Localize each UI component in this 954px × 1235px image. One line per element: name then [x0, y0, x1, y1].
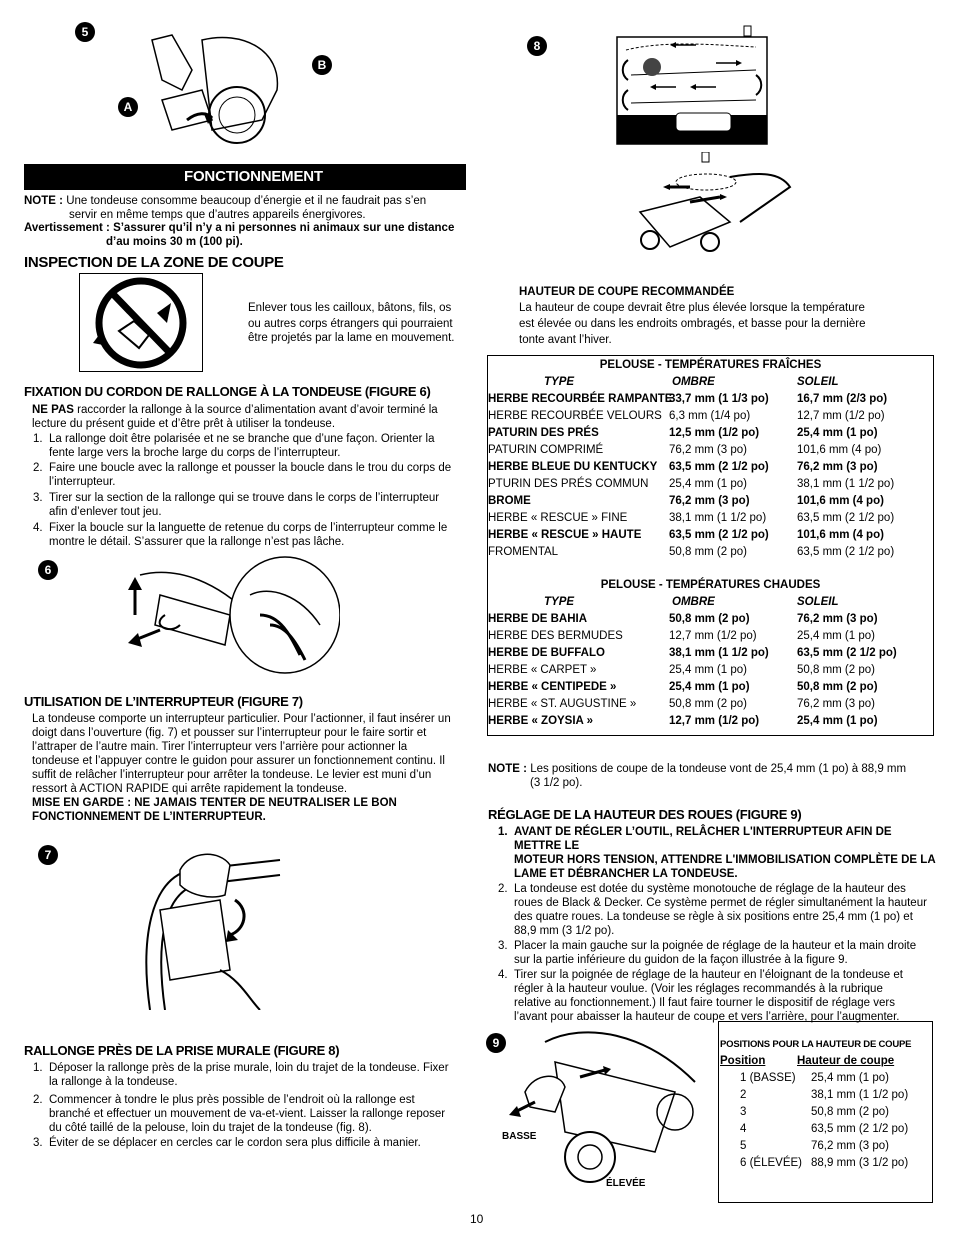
inspection-line-1: Enlever tous les cailloux, bâtons, fils, os	[248, 302, 452, 314]
table-cell-ombre: 6,3 mm (1/4 po)	[669, 410, 751, 422]
inspection-title: INSPECTION DE LA ZONE DE COUPE	[24, 254, 284, 271]
table-cell-ombre: 38,1 mm (1 1/2 po)	[669, 647, 769, 659]
utilisation-line: l’attraper de l’autre main. Tirer l’interrupteur vers l’arrière pour actionner la	[32, 741, 408, 753]
figure-5-label-a: A	[118, 97, 138, 117]
list-item: 1. AVANT DE RÉGLER L’OUTIL, RELÂCHER L'INTERRUPTEUR AFIN DE METTRE LE MOTEUR HORS TENSION, ATTENDRE L'IMMOBILISATION COMPLÈTE DE LA LAME ET DÉBRANCHER LA TONDEUSE.	[498, 826, 936, 880]
utilisation-text	[32, 712, 472, 824]
list-item: 2. Commencer à tondre le plus près possible de l’endroit où la rallonge est branché et effectuer un mouvement de va-et-vient. Laisser la rallonge reposer du côté taillé de la pelouse, loin du trajet de la tondeuse (fig. 8).	[33, 1094, 446, 1134]
table-cell-soleil: 76,2 mm (3 po)	[797, 613, 878, 625]
fixation-list	[27, 432, 472, 550]
positions-col-hauteur: Hauteur de coupe	[797, 1055, 895, 1067]
list-item: 3. Tirer sur la section de la rallonge qui se trouve dans le corps de l’interrupteur afin d’enlever tout jeu.	[33, 492, 440, 518]
table-cell-type: HERBE BLEUE DU KENTUCKY	[488, 461, 658, 473]
table-cell-soleil: 25,4 mm (1 po)	[797, 427, 878, 439]
note-text: Une tondeuse consomme beaucoup d’énergie et il ne faudrait pas s’en	[66, 195, 427, 207]
list-item: 1. Déposer la rallonge près de la prise murale, loin du trajet de la tondeuse. Fixer la rallonge à la tondeuse.	[33, 1062, 449, 1088]
list-item: 3. Placer la main gauche sur la poignée de réglage de la hauteur et la main droite sur la partie inférieure du guidon de la façon illustrée à la figure 9.	[498, 940, 917, 966]
table-cool-title: PELOUSE - TEMPÉRATURES FRAÎCHES	[599, 359, 822, 371]
table-cell-soleil: 25,4 mm (1 po)	[797, 715, 878, 727]
table-cell-type: HERBE « ST. AUGUSTINE »	[488, 698, 637, 710]
figure-8-badge: 8	[527, 36, 547, 56]
table-cell-type: HERBE « ZOYSIA »	[488, 715, 594, 727]
utilisation-warning-2: FONCTIONNEMENT DE L’INTERRUPTEUR.	[32, 811, 266, 823]
table-cell-ombre: 33,7 mm (1 1/3 po)	[669, 393, 769, 405]
table-cell-ombre: 63,5 mm (2 1/2 po)	[669, 461, 769, 473]
table-header-cell: OMBRE	[672, 376, 715, 388]
table-cell-type: HERBE « RESCUE » HAUTE	[488, 529, 642, 541]
table-header-cell: SOLEIL	[797, 376, 839, 388]
utilisation-line: La tondeuse comporte un interrupteur particulier. Pour l’actionner, il faut insérer un	[32, 713, 451, 725]
list-item: 4. Fixer la boucle sur la languette de retenue du corps de l’interrupteur comme le montre le détail. S’assurer que la rallonge n’est pas lâche.	[33, 522, 448, 548]
table-cell-type: BROME	[488, 495, 531, 507]
figure-9-label-elevee: ÉLEVÉE	[606, 1178, 646, 1189]
table-cell-ombre: 25,4 mm (1 po)	[669, 681, 750, 693]
table-cell-soleil: 50,8 mm (2 po)	[797, 681, 878, 693]
figure-9-badge: 9	[486, 1033, 506, 1053]
list-item: 3. Éviter de se déplacer en cercles car le cordon sera plus difficile à manier.	[33, 1137, 421, 1149]
hauteur-line: est élevée ou dans les endroits ombragés, et basse pour la dernière	[519, 318, 866, 330]
table-cell-ombre: 50,8 mm (2 po)	[669, 698, 747, 710]
table-cell-ombre: 38,1 mm (1 1/2 po)	[669, 512, 767, 524]
positions-cell-hauteur: 25,4 mm (1 po)	[811, 1072, 889, 1084]
table-cell-type: HERBE « RESCUE » FINE	[488, 512, 628, 524]
positions-cell-position: 4	[740, 1123, 747, 1135]
figure-6-illustration	[120, 555, 340, 675]
table-cell-soleil: 76,2 mm (3 po)	[797, 461, 878, 473]
positions-cell-hauteur: 63,5 mm (2 1/2 po)	[811, 1123, 909, 1135]
utilisation-warning: MISE EN GARDE : NE JAMAIS TENTER DE NEUTRALISER LE BON	[32, 797, 397, 809]
table-cell-soleil: 63,5 mm (2 1/2 po)	[797, 512, 895, 524]
positions-cell-position: 2	[740, 1089, 747, 1101]
positions-title: POSITIONS POUR LA HAUTEUR DE COUPE	[720, 1039, 912, 1050]
figure-5-label-b: B	[312, 55, 332, 75]
figure-8-diagram	[616, 25, 768, 145]
reglage-title: RÉGLAGE DE LA HAUTEUR DES ROUES (FIGURE 9)	[488, 807, 802, 822]
table-warm-title: PELOUSE - TEMPÉRATURES CHAUDES	[600, 579, 821, 591]
positions-cell-position: 1 (BASSE)	[740, 1072, 796, 1084]
utilisation-title: UTILISATION DE L’INTERRUPTEUR (FIGURE 7)	[24, 694, 303, 709]
table-cell-ombre: 50,8 mm (2 po)	[669, 546, 747, 558]
table-cell-ombre: 63,5 mm (2 1/2 po)	[669, 529, 769, 541]
table-cell-soleil: 101,6 mm (4 po)	[797, 529, 884, 541]
table-header-cell: TYPE	[544, 596, 575, 608]
fixation-intro-rest: raccorder la rallonge à la source d’alimentation avant d’avoir terminé la	[73, 404, 438, 416]
table-cell-soleil: 101,6 mm (4 po)	[797, 444, 882, 456]
table-cell-ombre: 50,8 mm (2 po)	[669, 613, 750, 625]
hauteur-line: tonte avant l’hiver.	[519, 334, 612, 346]
inspection-line-2: ou autres corps étrangers qui pourraient	[248, 318, 453, 330]
table-cell-soleil: 63,5 mm (2 1/2 po)	[797, 647, 897, 659]
list-item: 2. Faire une boucle avec la rallonge et pousser la boucle dans le trou du corps de l’interrupteur.	[33, 462, 452, 488]
table-header-cell: TYPE	[544, 376, 575, 388]
utilisation-line: suffit de relâcher l’interrupteur pour arrêter la tondeuse. Le levier est muni d’un	[32, 769, 432, 781]
table-cell-type: HERBE RECOURBÉE VELOURS	[488, 410, 662, 422]
warning-text: S’assurer qu’il n’y a ni personnes ni animaux sur une distance	[113, 222, 455, 234]
table-cell-type: PTURIN DES PRÉS COMMUN	[488, 478, 649, 490]
note-energy	[24, 194, 474, 222]
note2-text-2: (3 1/2 po).	[530, 777, 583, 789]
table-cell-soleil: 16,7 mm (2/3 po)	[797, 393, 888, 405]
positions-cell-position: 6 (ÉLEVÉE)	[740, 1157, 802, 1169]
table-cell-type: FROMENTAL	[488, 546, 559, 558]
positions-cell-hauteur: 88,9 mm (3 1/2 po)	[811, 1157, 909, 1169]
table-cell-ombre: 12,7 mm (1/2 po)	[669, 715, 760, 727]
list-item: 1. La rallonge doit être polarisée et ne se branche que d’une façon. Orienter la fente large vers la broche large du corps de l’interrupteur.	[33, 433, 435, 459]
fixation-intro-2: lecture du présent guide et d’être prêt à utiliser la tondeuse.	[32, 418, 336, 430]
figure-9-illustration	[505, 1022, 705, 1192]
table-cell-ombre: 76,2 mm (3 po)	[669, 444, 747, 456]
table-cell-soleil: 12,7 mm (1/2 po)	[797, 410, 885, 422]
note-label: NOTE :	[24, 195, 63, 207]
figure-7-illustration	[130, 840, 290, 1010]
warning-text-2: d’au moins 30 m (100 pi).	[106, 236, 243, 248]
note2-text: Les positions de coupe de la tondeuse vont de 25,4 mm (1 po) à 88,9 mm	[530, 763, 907, 775]
table-cell-soleil: 101,6 mm (4 po)	[797, 495, 884, 507]
utilisation-line: doigt dans l’ouverture (fig. 7) et pousser sur l’interrupteur pour le faire sortir et	[32, 727, 427, 739]
warning-label: Avertissement :	[24, 222, 110, 234]
table-header-cell: SOLEIL	[797, 596, 839, 608]
table-cell-ombre: 25,4 mm (1 po)	[669, 664, 747, 676]
table-cell-type: PATURIN COMPRIMÉ	[488, 444, 604, 456]
rallonge-title: RALLONGE PRÈS DE LA PRISE MURALE (FIGURE 8)	[24, 1043, 340, 1058]
table-cell-type: HERBE « CARPET »	[488, 664, 597, 676]
positions-col-position: Position	[720, 1055, 766, 1067]
positions-cell-position: 5	[740, 1140, 747, 1152]
rallonge-list	[27, 1061, 472, 1151]
table-header-cell: OMBRE	[672, 596, 715, 608]
table-cell-ombre: 12,7 mm (1/2 po)	[669, 630, 757, 642]
table-cell-ombre: 25,4 mm (1 po)	[669, 478, 747, 490]
figure-7-badge: 7	[38, 845, 58, 865]
inspection-text	[248, 301, 478, 345]
table-cell-soleil: 63,5 mm (2 1/2 po)	[797, 546, 895, 558]
figure-6-badge: 6	[38, 560, 58, 580]
no-debris-warning-image	[79, 273, 203, 372]
fixation-intro-bold: NE PAS	[32, 404, 74, 416]
table-cell-type: HERBE DE BAHIA	[488, 613, 588, 625]
fixation-title: FIXATION DU CORDON DE RALLONGE À LA TONDEUSE (FIGURE 6)	[24, 384, 431, 399]
positions-cell-hauteur: 50,8 mm (2 po)	[811, 1106, 889, 1118]
table-cell-type: HERBE « CENTIPEDE »	[488, 681, 617, 693]
fixation-intro	[32, 403, 472, 431]
table-cell-soleil: 76,2 mm (3 po)	[797, 698, 875, 710]
list-item: 2. La tondeuse est dotée du système monotouche de réglage de la hauteur des roues de Black & Decker. Ce système permet de régler simultanément la hauteur des quatre roues. La tondeuse se règle à six positions entre 25,4 mm (1 po) et 88,9 mm (3 1/2 po).	[498, 883, 927, 937]
utilisation-line: tondeuse et l’appuyer contre le guidon pour assurer un fonctionnement continu. Il	[32, 755, 445, 767]
inspection-line-3: être projetés par la lame en mouvement.	[248, 332, 455, 344]
warning-distance	[24, 221, 474, 249]
table-cell-soleil: 50,8 mm (2 po)	[797, 664, 875, 676]
table-cell-type: PATURIN DES PRÉS	[488, 427, 599, 439]
figure-5-illustration	[92, 30, 302, 148]
positions-cell-hauteur: 76,2 mm (3 po)	[811, 1140, 889, 1152]
hauteur-title: HAUTEUR DE COUPE RECOMMANDÉE	[519, 286, 735, 298]
note-positions	[488, 762, 938, 790]
positions-cell-position: 3	[740, 1106, 747, 1118]
table-cell-ombre: 12,5 mm (1/2 po)	[669, 427, 760, 439]
figure-8-mower-illustration	[630, 152, 795, 257]
table-cell-type: HERBE DES BERMUDES	[488, 630, 623, 642]
note2-label: NOTE :	[488, 763, 527, 775]
page-number: 10	[470, 1212, 484, 1226]
list-item: 4. Tirer sur la poignée de réglage de la hauteur en l’éloignant de la tondeuse et régler à la hauteur voulue. (Voir les réglages recommandés à la rubrique relative au fonctionnement.) Il faut faire tourner le dispositif de réglage vers l’avant pour abaisser la hauteur de coupe et vers l’arrière, pour l’augmenter.	[498, 969, 903, 1023]
note-text-2: servir en même temps que d’autres appareils énergivores.	[69, 209, 366, 221]
positions-cell-hauteur: 38,1 mm (1 1/2 po)	[811, 1089, 909, 1101]
table-cell-type: HERBE RECOURBÉE RAMPANTE	[488, 393, 673, 405]
hauteur-line: La hauteur de coupe devrait être plus élevée lorsque la température	[519, 302, 865, 314]
table-cell-soleil: 25,4 mm (1 po)	[797, 630, 875, 642]
table-cell-ombre: 76,2 mm (3 po)	[669, 495, 750, 507]
utilisation-line: ressort à ACTION RAPIDE qui arrête rapidement la tondeuse.	[32, 783, 348, 795]
hauteur-text	[519, 285, 939, 347]
reglage-list	[492, 825, 937, 1025]
table-cell-type: HERBE DE BUFFALO	[488, 647, 605, 659]
section-title-fonctionnement: FONCTIONNEMENT	[24, 164, 466, 190]
table-cell-soleil: 38,1 mm (1 1/2 po)	[797, 478, 895, 490]
figure-5-badge: 5	[75, 22, 95, 42]
figure-9-label-basse: BASSE	[502, 1131, 537, 1142]
